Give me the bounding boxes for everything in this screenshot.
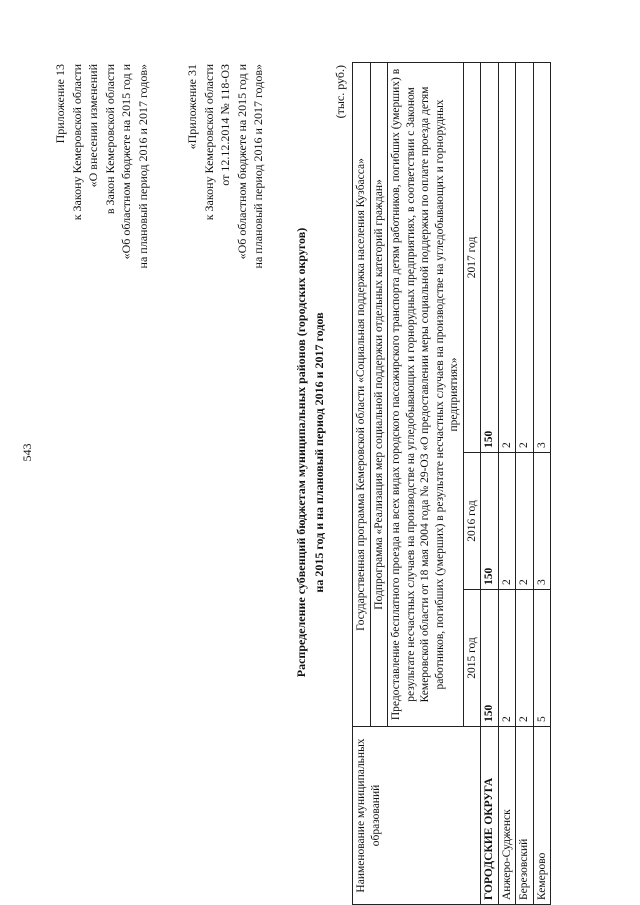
document-title-line-2: на 2015 год и на плановый период 2016 и 2017 годов [312,312,326,593]
appendix-13-line: в Закон Кемеровской области [102,64,117,215]
page-number: 543 [20,443,34,462]
value-2017: 2 [516,62,534,452]
appendix-31-line: «Об областном бюджете на 2015 год и [234,64,249,260]
appendix-13-line: «Об областном бюджете на 2015 год и [119,64,133,260]
appendix-13-line: к Закону Кемеровской области [69,64,84,221]
municipality-name: ГОРОДСКИЕ ОКРУГА [481,727,499,905]
table-row [481,62,499,904]
appendix-31-line: от 12.12.2014 № 118-ОЗ [218,64,232,186]
value-2017: 2 [498,62,516,452]
municipality-column-header: Наименование муниципальных образований [353,727,481,905]
year-header-2016: 2016 год [463,453,481,590]
table-header-row [353,62,371,904]
value-2015: 5 [533,590,551,727]
appendix-31-header [184,64,267,268]
appendix-13-header [52,64,151,268]
program-header: Государственная программа Кемеровской области «Социальная поддержка населения Кузбасса» [353,62,371,726]
municipality-name: Березовский [516,727,534,905]
year-header-2017: 2017 год [463,62,481,452]
value-2015: 2 [516,590,534,727]
appendix-13-line: на плановый период 2016 и 2017 годов» [135,64,150,269]
measure-description: Предоставление бесплатного проезда на всех видах городского пассажирского транспорта детям работников, погибших (умерших) в результате несчастных случаев на производстве на угледобывающих и горнорудных предприятиях, в соответствии с Законом Кемеровской области от 18 мая 2004 года № 29-ОЗ «О предоставлении меры социальной поддержки по оплате проезда детям работников, погибших (умерших) в результате несчастных случаев на производстве на угледобывающих и горнорудных предприятиях» [388,62,464,726]
document-title-line-1: Распределение субвенций бюджетам муниципальных районов (городских округов) [294,227,308,678]
value-2017: 150 [481,62,499,452]
municipality-name: Анжеро-Судженск [498,727,516,905]
value-2015: 2 [498,590,516,727]
year-header-2015: 2015 год [463,590,481,727]
value-2017: 3 [533,62,551,452]
document-title [292,0,328,905]
appendix-13-line: Приложение 13 [53,64,67,144]
municipality-name: Кемерово [533,727,551,905]
appendix-13-line: «О внесении изменений [86,64,100,188]
subprogram-header: Подпрограмма «Реализация мер социальной поддержки отдельных категорий граждан» [370,62,388,726]
unit-label: (тыс. руб.) [333,65,347,119]
appendix-31-line: «Приложение 31 [185,64,199,150]
value-2016: 2 [516,453,534,590]
value-2016: 2 [498,453,516,590]
appendix-31-line: к Закону Кемеровской области [201,64,216,221]
value-2016: 3 [533,453,551,590]
appendix-31-line: на плановый период 2016 и 2017 годов» [251,64,265,269]
table-row [533,62,551,904]
subsidy-table [352,62,551,905]
value-2015: 150 [481,590,499,727]
table-row [516,62,534,904]
value-2016: 150 [481,453,499,590]
table-row [498,62,516,904]
